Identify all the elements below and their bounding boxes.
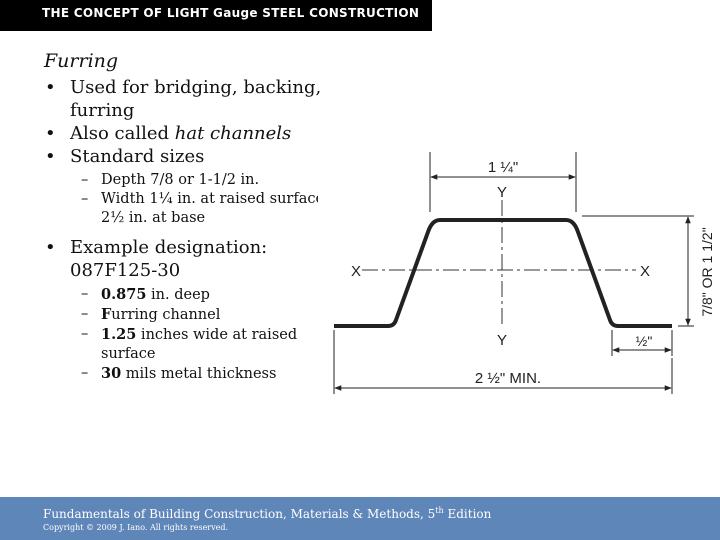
sub-bullet-width [70, 190, 334, 228]
bullet-list [44, 76, 334, 384]
citation-text: Fundamentals of Building Construction, Materials & Methods, 5 [43, 507, 436, 521]
sub-bullet-width-code [70, 325, 334, 364]
sub-bullet-text: inches wide at raised surface [101, 327, 298, 362]
code-part: F [101, 306, 112, 323]
label-axis-x-left: X [350, 263, 362, 280]
code-part: 30 [101, 365, 122, 382]
bullet-text: Also called [70, 123, 175, 144]
label-axis-x-right: X [639, 263, 651, 280]
footer-citation [43, 506, 491, 521]
code-part: 1.25 [101, 326, 137, 343]
hat-channel-diagram [318, 152, 720, 404]
label-base-width: 2 ½" MIN. [474, 370, 542, 387]
sub-bullet-thickness-code [70, 364, 334, 384]
sub-bullet-type-code [70, 305, 334, 325]
slide-header [0, 0, 432, 31]
header-title: THE CONCEPT OF LIGHT Gauge STEEL CONSTRUCTION [42, 6, 420, 20]
sizes-sublist [70, 171, 334, 228]
bullet-also-called [44, 122, 334, 145]
label-flange: ½" [635, 333, 653, 349]
label-depth: 7/8" OR 1 1/2" [699, 227, 715, 317]
bullet-uses [44, 76, 334, 122]
sub-bullet-depth [70, 171, 334, 190]
hat-channel-profile [334, 220, 672, 326]
sub-bullet-text: in. deep [146, 287, 210, 303]
sub-bullet-text: Width 1¼ in. at raised surface, 2½ in. at base [101, 191, 329, 226]
sub-bullet-depth-code [70, 285, 334, 305]
code-part: 0.875 [101, 286, 147, 303]
slide-content [44, 50, 334, 392]
designation-sublist [70, 285, 334, 384]
label-axis-y-top: Y [496, 184, 508, 201]
bullet-standard-sizes [44, 145, 334, 228]
bullet-example-designation [44, 236, 334, 384]
bullet-text: Example designation: 087F125-30 [70, 237, 268, 281]
bullet-text: Standard sizes [70, 146, 205, 167]
citation-superscript: th [435, 506, 444, 515]
sub-bullet-text: urring channel [111, 307, 221, 323]
sub-bullet-text: Depth 7/8 or 1-1/2 in. [101, 172, 260, 188]
citation-tail: Edition [443, 507, 492, 521]
slide-footer [0, 497, 720, 540]
sub-bullet-text: mils metal thickness [121, 366, 277, 382]
bullet-text: Used for bridging, backing, furring [70, 77, 322, 121]
section-title: Furring [44, 50, 119, 72]
bullet-emphasis: hat channels [174, 123, 292, 144]
label-top-width: 1 ¼" [487, 159, 519, 176]
label-axis-y-bottom: Y [496, 332, 508, 349]
footer-copyright: Copyright © 2009 J. Iano. All rights reserved. [43, 523, 229, 532]
